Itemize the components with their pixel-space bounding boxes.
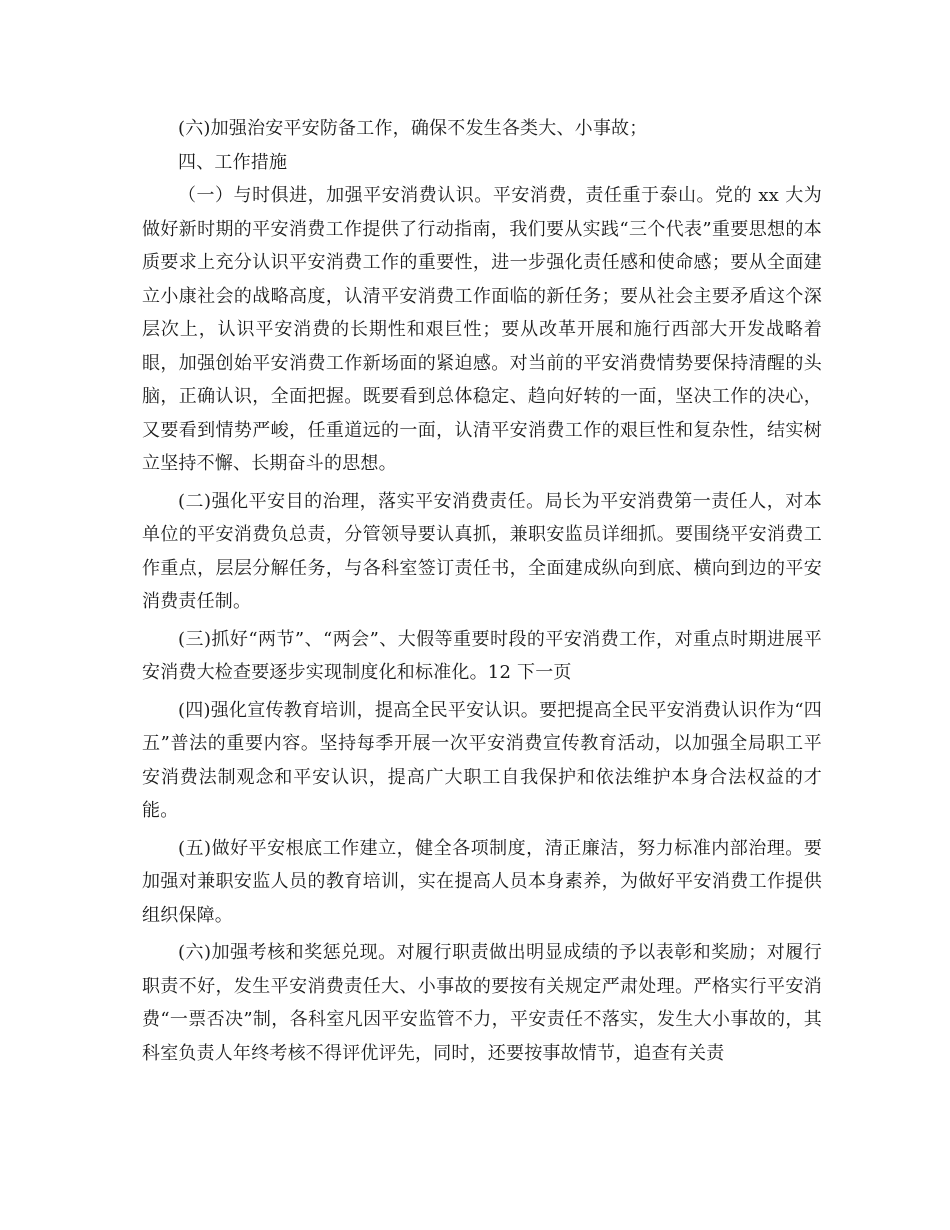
paragraph-measure-1: （一）与时俱进，加强平安消费认识。平安消费，责任重于泰山。党的 xx 大为做好新时期的平安消费工作提供了行动指南，我们要从实践“三个代表”重要思想的本质要求上充分认识平安消费工作的重要性，进一步强化责任感和使命感；要从全面建立小康社会的战略高度，认清平安消费工作面临的新任务；要从社会主要矛盾这个深层次上，认识平安消费的长期性和艰巨性；要从改革开展和施行西部大开发战略着眼，加强创始平安消费工作新场面的紧迫感。对当前的平安消费情势要保持清醒的头脑，正确认识，全面把握。既要看到总体稳定、趋向好转的一面，坚决工作的决心，又要看到情势严峻，任重道远的一面，认清平安消费工作的艰巨性和复杂性，结实树立坚持不懈、长期奋斗的思想。 bbox=[142, 185, 822, 474]
document-page bbox=[142, 112, 822, 1070]
paragraph-measure-4: (四)强化宣传教育培训，提高全民平安认识。要把提高全民平安消费认识作为“四五”普法的重要内容。坚持每季开展一次平安消费宣传教育活动，以加强全局职工平安消费法制观念和平安认识，提高广大职工自我保护和依法维护本身合法权益的才能。 bbox=[142, 699, 822, 821]
paragraph-measure-5: (五)做好平安根底工作建立，健全各项制度，清正廉洁，努力标准内部治理。要加强对兼职安监人员的教育培训，实在提高人员本身素养，为做好平安消费工作提供组织保障。 bbox=[142, 837, 822, 926]
paragraph-security-prevention: (六)加强治安平安防备工作，确保不发生各类大、小事故； bbox=[178, 118, 648, 139]
section-heading-work-measures: 四、工作措施 bbox=[178, 151, 288, 173]
paragraph-measure-6: (六)加强考核和奖惩兑现。对履行职责做出明显成绩的予以表彰和奖励；对履行职责不好，发生平安消费责任大、小事故的要按有关规定严肃处理。严格实行平安消费“一票否决”制，各科室凡因平安监管不力，平安责任不落实，发生大小事故的，其科室负责人年终考核不得评优评先，同时，还要按事故情节，追查有关责 bbox=[142, 942, 822, 1064]
paragraph-measure-3: (三)抓好“两节”、“两会”、大假等重要时段的平安消费工作，对重点时期进展平安消费大检查要逐步实现制度化和标准化。12 下一页 bbox=[142, 628, 822, 683]
paragraph-measure-2: (二)强化平安目的治理，落实平安消费责任。局长为平安消费第一责任人，对本单位的平安消费负总责，分管领导要认真抓，兼职安监员详细抓。要围绕平安消费工作重点，层层分解任务，与各科室签订责任书，全面建成纵向到底、横向到边的平安消费责任制。 bbox=[142, 490, 822, 612]
